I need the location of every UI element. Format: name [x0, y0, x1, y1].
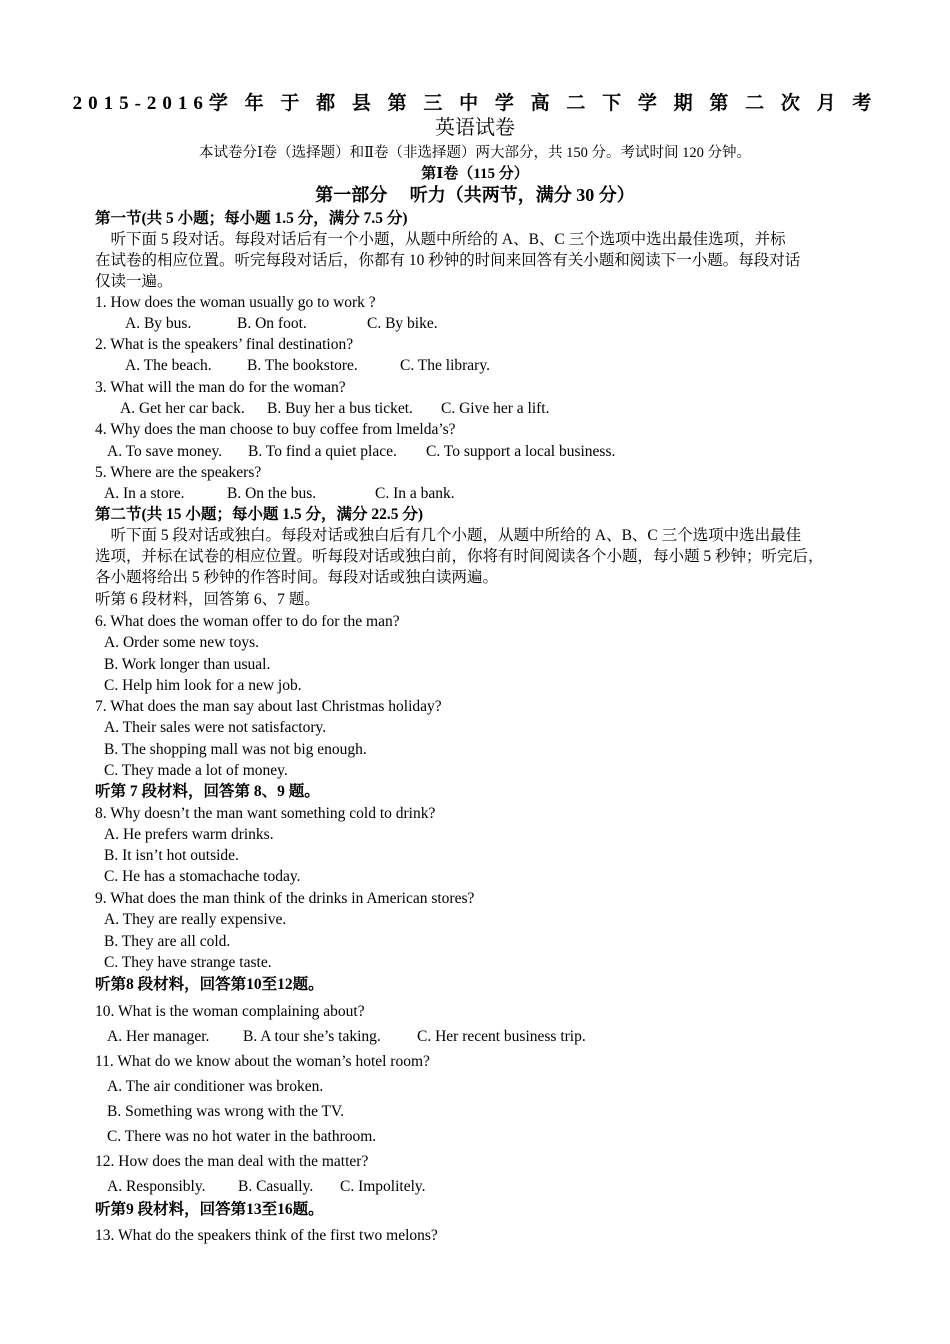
- question-7: 7. What does the man say about last Christmas holiday?: [95, 698, 442, 715]
- option-b: B. The shopping mall was not big enough.: [104, 741, 367, 758]
- material-heading: 听第9 段材料，回答第13至16题。: [95, 1201, 324, 1218]
- option-b: B. It isn’t hot outside.: [104, 847, 239, 864]
- option-c: C. Her recent business trip.: [417, 1028, 586, 1045]
- option-a: A. Her manager.: [107, 1028, 210, 1045]
- option-c: C. He has a stomachache today.: [104, 868, 301, 885]
- option-b: B. The bookstore.: [247, 357, 358, 374]
- question-9: 9. What does the man think of the drinks in American stores?: [95, 890, 475, 907]
- section1-heading: 第一节(共 5 小题；每小题 1.5 分，满分 7.5 分): [95, 210, 408, 227]
- option-a: A. Order some new toys.: [104, 634, 259, 651]
- question-2: 2. What is the speakers’ final destination?: [95, 336, 354, 353]
- option-c: C. Impolitely.: [340, 1178, 426, 1195]
- question-1: 1. How does the woman usually go to work ?: [95, 294, 376, 311]
- option-a: A. In a store.: [104, 485, 185, 502]
- question-8: 8. Why doesn’t the man want something cold to drink?: [95, 805, 436, 822]
- option-c: C. There was no hot water in the bathroom.: [107, 1128, 377, 1145]
- exam-title: 2015-2016学 年 于 都 县 第 三 中 学 高 二 下 学 期 第 二 次 月 考: [72, 93, 878, 114]
- question-4: 4. Why does the man choose to buy coffee from lmelda’s?: [95, 421, 456, 438]
- option-a: A. They are really expensive.: [104, 911, 287, 928]
- question-3: 3. What will the man do for the woman?: [95, 379, 346, 396]
- option-c: C. In a bank.: [375, 485, 455, 502]
- question-5: 5. Where are the speakers?: [95, 464, 262, 481]
- option-b: B. Something was wrong with the TV.: [107, 1103, 345, 1120]
- section2-heading: 第二节(共 15 小题；每小题 1.5 分，满分 22.5 分): [95, 506, 424, 523]
- option-b: B. On foot.: [237, 315, 307, 332]
- question-12: 12. How does the man deal with the matter?: [95, 1153, 369, 1170]
- option-b: B. To find a quiet place.: [248, 443, 397, 460]
- question-11: 11. What do we know about the woman’s hotel room?: [95, 1053, 430, 1070]
- option-c: C. To support a local business.: [426, 443, 616, 460]
- section1-instruction-line: 仅读一遍。: [95, 273, 173, 290]
- option-a: A. The beach.: [125, 357, 212, 374]
- option-a: A. He prefers warm drinks.: [104, 826, 274, 843]
- option-a: A. The air conditioner was broken.: [107, 1078, 324, 1095]
- exam-subtitle: 英语试卷: [435, 117, 515, 139]
- section1-instruction-line: 听下面 5 段对话。每段对话后有一个小题，从题中所给的 A、B、C 三个选项中选出最佳选项，并标: [95, 231, 786, 248]
- option-b: B. Casually.: [238, 1178, 314, 1195]
- section2-instruction-line: 各小题将给出 5 秒钟的作答时间。每段对话或独白读两遍。: [95, 569, 499, 586]
- section2-instruction-line: 听下面 5 段对话或独白。每段对话或独白后有几个小题，从题中所给的 A、B、C 三个选项中选出最佳: [95, 527, 802, 544]
- material-heading: 听第8 段材料，回答第10至12题。: [95, 976, 324, 993]
- question-13: 13. What do the speakers think of the first two melons?: [95, 1227, 438, 1244]
- option-c: C. They have strange taste.: [104, 954, 272, 971]
- option-b: B. On the bus.: [227, 485, 317, 502]
- question-10: 10. What is the woman complaining about?: [95, 1003, 365, 1020]
- option-c: C. The library.: [400, 357, 490, 374]
- option-a: A. By bus.: [125, 315, 192, 332]
- part-heading: 第一部分 听力（共两节，满分 30 分）: [315, 185, 635, 205]
- option-c: C. By bike.: [367, 315, 438, 332]
- material-heading: 听第 6 段材料，回答第 6、7 题。: [95, 591, 320, 608]
- option-b: B. They are all cold.: [104, 933, 231, 950]
- option-b: B. Work longer than usual.: [104, 656, 271, 673]
- option-c: C. They made a lot of money.: [104, 762, 288, 779]
- section2-instruction-line: 选项，并标在试卷的相应位置。听每段对话或独白前，你将有时间阅读各个小题，每小题 5 秒钟；听完后，: [95, 548, 824, 565]
- option-b: B. Buy her a bus ticket.: [267, 400, 413, 417]
- option-c: C. Give her a lift.: [441, 400, 550, 417]
- option-c: C. Help him look for a new job.: [104, 677, 302, 694]
- question-6: 6. What does the woman offer to do for the man?: [95, 613, 400, 630]
- option-b: B. A tour she’s taking.: [243, 1028, 381, 1045]
- volume-heading: 第Ⅰ卷（115 分）: [421, 166, 529, 182]
- option-a: A. Their sales were not satisfactory.: [104, 719, 327, 736]
- section1-instruction-line: 在试卷的相应位置。听完每段对话后，你都有 10 秒钟的时间来回答有关小题和阅读下一小题。每段对话: [95, 252, 801, 269]
- option-a: A. Responsibly.: [107, 1178, 206, 1195]
- option-a: A. To save money.: [107, 443, 223, 460]
- material-heading: 听第 7 段材料，回答第 8、9 题。: [95, 783, 320, 800]
- option-a: A. Get her car back.: [120, 400, 245, 417]
- exam-info: 本试卷分Ⅰ卷（选择题）和Ⅱ卷（非选择题）两大部分，共 150 分。考试时间 120 分钟。: [198, 145, 752, 161]
